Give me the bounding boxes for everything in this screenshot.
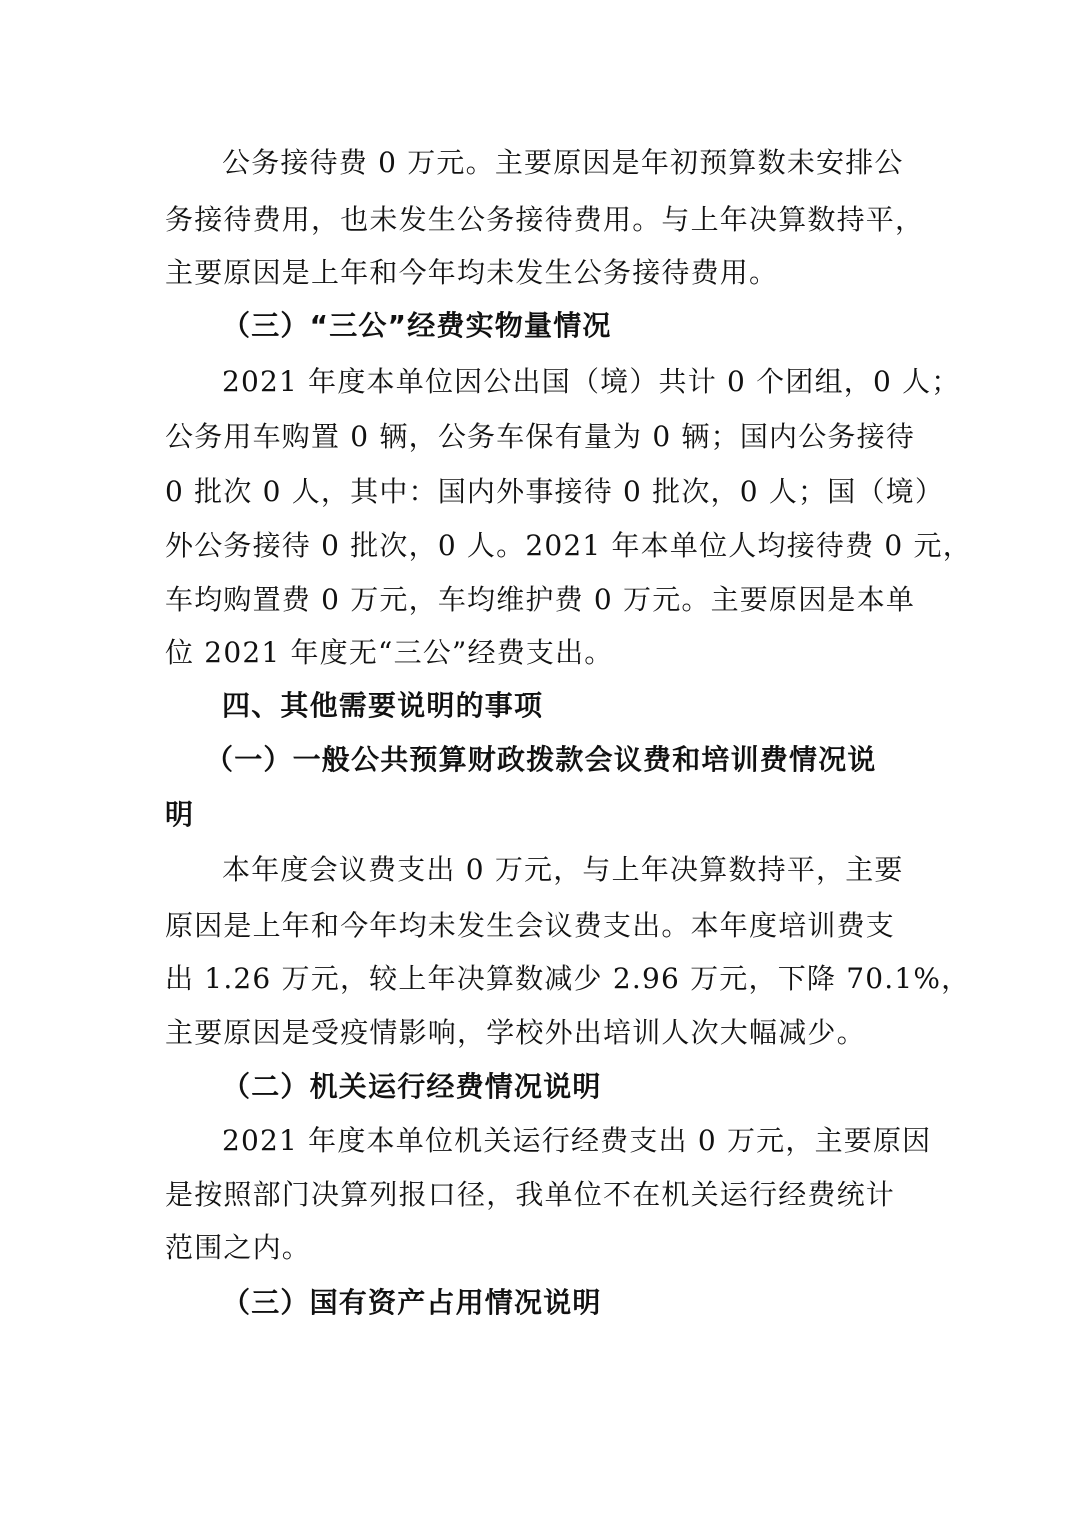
paragraph-line: 出 1.26 万元，较上年决算数减少 2.96 万元，下降 70.1%， bbox=[165, 962, 971, 995]
paragraph-line: 0 批次 0 人，其中：国内外事接待 0 批次，0 人；国（境） bbox=[165, 475, 945, 508]
paragraph-line: 公务用车购置 0 辆，公务车保有量为 0 辆；国内公务接待 bbox=[165, 420, 916, 453]
paragraph-line: 是按照部门决算列报口径，我单位不在机关运行经费统计 bbox=[165, 1178, 896, 1211]
section-heading: （三）“三公”经费实物量情况 bbox=[222, 309, 612, 342]
section-heading: （三）国有资产占用情况说明 bbox=[222, 1286, 602, 1319]
paragraph-line: 主要原因是上年和今年均未发生公务接待费用。 bbox=[165, 256, 779, 289]
paragraph-line: 务接待费用，也未发生公务接待费用。与上年决算数持平， bbox=[165, 203, 925, 236]
paragraph-line: 原因是上年和今年均未发生会议费支出。本年度培训费支 bbox=[165, 909, 896, 942]
paragraph-line: 2021 年度本单位机关运行经费支出 0 万元，主要原因 bbox=[222, 1124, 932, 1157]
paragraph-line: 车均购置费 0 万元，车均维护费 0 万元。主要原因是本单 bbox=[165, 583, 916, 616]
paragraph-line: 2021 年度本单位因公出国（境）共计 0 个团组，0 人； bbox=[222, 365, 961, 398]
chapter-heading: 四、其他需要说明的事项 bbox=[222, 689, 544, 722]
paragraph-line: 主要原因是受疫情影响，学校外出培训人次大幅减少。 bbox=[165, 1016, 866, 1049]
section-heading: （二）机关运行经费情况说明 bbox=[222, 1070, 602, 1103]
paragraph-line: 本年度会议费支出 0 万元，与上年决算数持平，主要 bbox=[222, 853, 904, 886]
paragraph-line: 公务接待费 0 万元。主要原因是年初预算数未安排公 bbox=[222, 146, 904, 179]
paragraph-line: 范围之内。 bbox=[165, 1231, 312, 1264]
section-heading-continuation: 明 bbox=[165, 798, 195, 831]
section-heading: （一）一般公共预算财政拨款会议费和培训费情况说 bbox=[205, 743, 877, 776]
paragraph-line: 位 2021 年度无“三公”经费支出。 bbox=[165, 636, 614, 669]
paragraph-line: 外公务接待 0 批次，0 人。2021 年本单位人均接待费 0 元， bbox=[165, 529, 972, 562]
